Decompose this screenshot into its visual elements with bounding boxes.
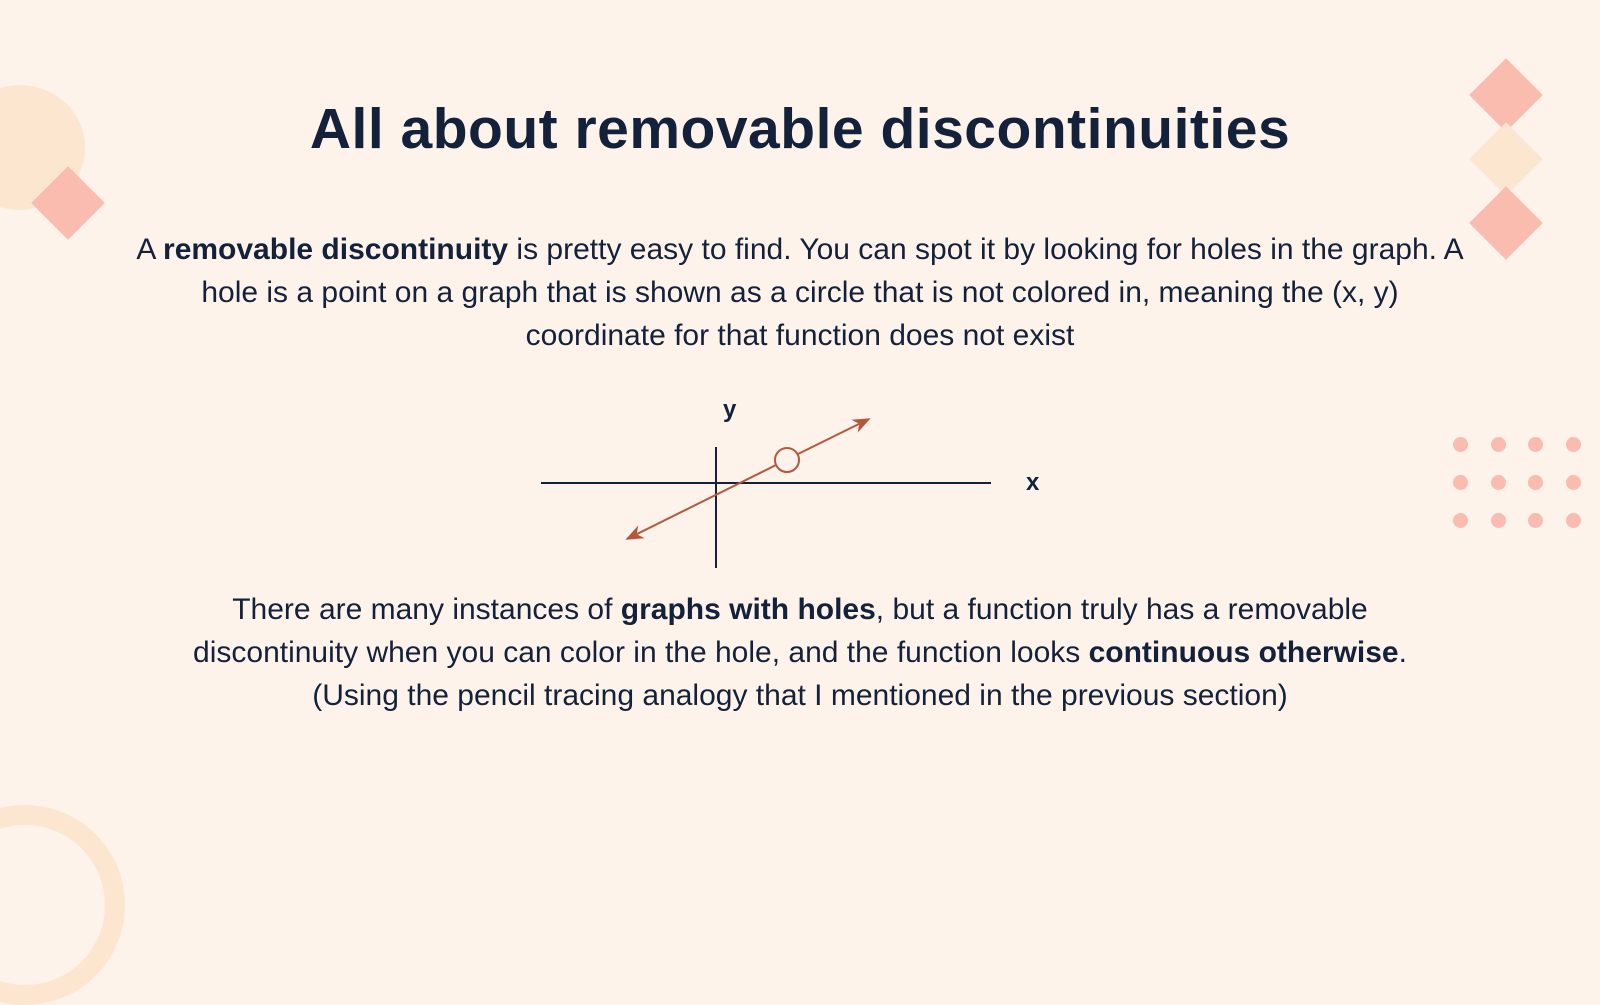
- decorative-dot: [1491, 475, 1506, 490]
- slide-title: All about removable discontinuities: [309, 97, 1291, 161]
- intro-paragraph: [130, 228, 1470, 357]
- decorative-dot: [1491, 513, 1506, 528]
- decorative-dot: [1528, 475, 1543, 490]
- decorative-dot-grid: [1480, 444, 1600, 544]
- decorative-dot: [1453, 437, 1468, 452]
- decorative-dot: [1453, 475, 1468, 490]
- decorative-dot: [1528, 513, 1543, 528]
- decorative-dot: [1491, 437, 1506, 452]
- decorative-dot: [1528, 437, 1543, 452]
- decorative-dot: [1566, 513, 1581, 528]
- explanation-bold-1: graphs with holes: [620, 593, 876, 626]
- decorative-dot: [1566, 475, 1581, 490]
- graph-svg: [530, 390, 1050, 580]
- intro-bold-term: removable discontinuity: [163, 233, 509, 266]
- decorative-dot: [1566, 437, 1581, 452]
- explanation-bold-2: continuous otherwise: [1088, 636, 1399, 669]
- intro-text-start: A: [136, 233, 164, 266]
- explanation-text-3: . (Using the pencil tracing analogy that I mentioned in the previous section): [312, 636, 1407, 712]
- decorative-dot: [1453, 513, 1468, 528]
- explanation-paragraph: [150, 588, 1450, 717]
- function-line-upper: [798, 419, 869, 454]
- x-axis-label: x: [1026, 469, 1040, 496]
- function-line-lower: [627, 465, 776, 539]
- y-axis-label: y: [723, 396, 737, 423]
- hole-open-circle: [775, 448, 799, 472]
- intro-text-end: is pretty easy to find. You can spot it by looking for holes in the graph. A hole is a point on a graph that is shown as a circle that is not colored in, meaning the (x, y) coordinate for that function does not exist: [201, 233, 1464, 352]
- explanation-text-1: There are many instances of: [232, 593, 621, 626]
- decorative-diamond: [1469, 186, 1543, 260]
- hole-graph-diagram: [530, 390, 1050, 580]
- decorative-ring: [0, 805, 125, 1005]
- explanation-text-2: , but a function truly has a removable discontinuity when you can color in the hole, and the function looks: [193, 593, 1368, 669]
